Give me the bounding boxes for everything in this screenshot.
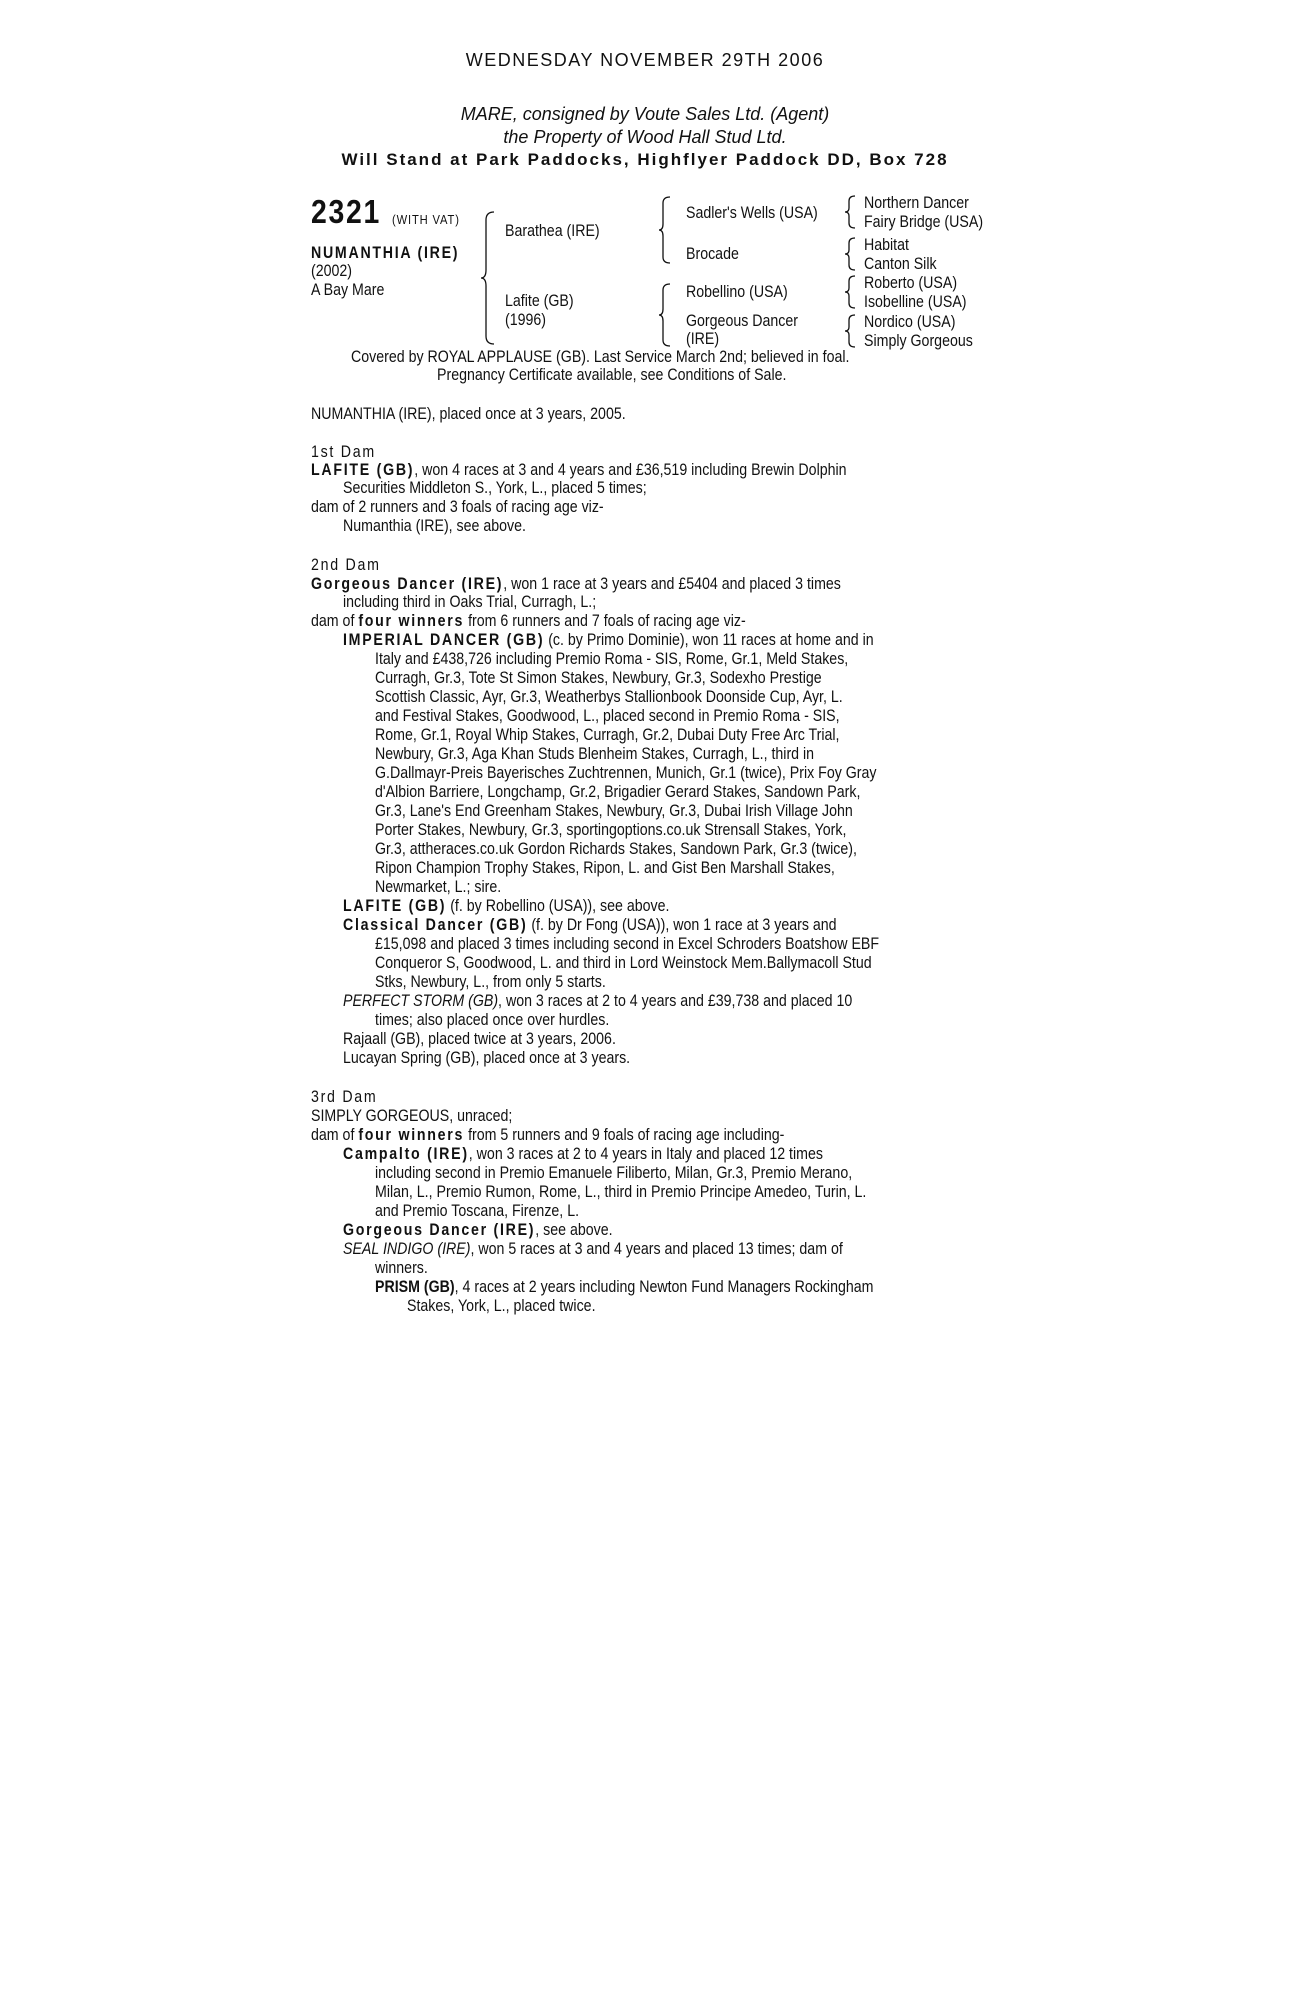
covered-line: Covered by ROYAL APPLAUSE (GB). Last Service March 2nd; believed in foal. [351, 348, 850, 366]
pedigree-sire-dam: Brocade [686, 245, 739, 263]
third-dam-line-1: SIMPLY GORGEOUS, unraced; [311, 1107, 513, 1125]
intro-line: NUMANTHIA (IRE), placed once at 3 years, 2005. [311, 405, 626, 423]
pedigree-gg-6: Isobelline (USA) [864, 293, 967, 311]
imperial-dancer-line-13: Ripon Champion Trophy Stakes, Ripon, L. and Gist Ben Marshall Stakes, [375, 859, 835, 877]
seal-indigo-line-1: SEAL INDIGO (IRE), won 5 races at 3 and 4 years and placed 13 times; dam of [343, 1240, 843, 1258]
pedigree-gg-2: Fairy Bridge (USA) [864, 213, 984, 231]
pedigree-dam: Lafite (GB) [505, 292, 574, 310]
sale-date: WEDNESDAY NOVEMBER 29TH 2006 [465, 50, 825, 70]
second-dam-heading: 2nd Dam [311, 556, 381, 574]
rajaall-entry: Rajaall (GB), placed twice at 3 years, 2006. [343, 1030, 616, 1048]
first-dam-line-4: Numanthia (IRE), see above. [343, 517, 526, 535]
consignor-line: MARE, consigned by Voute Sales Ltd. (Agent) [460, 104, 830, 124]
vat-note: (WITH VAT) [392, 212, 460, 227]
imperial-dancer-line-3: Curragh, Gr.3, Tote St Simon Stakes, Newbury, Gr.3, Sodexho Prestige [375, 669, 822, 687]
classical-dancer-line-1: Classical Dancer (GB) (f. by Dr Fong (USA)), won 1 race at 3 years and [343, 916, 837, 934]
pedigree-gg-8: Simply Gorgeous [864, 332, 973, 350]
horse-description: A Bay Mare [311, 281, 385, 299]
gorgeous-dancer-entry: Gorgeous Dancer (IRE), see above. [343, 1221, 613, 1239]
imperial-dancer-line-7: Newbury, Gr.3, Aga Khan Studs Blenheim Stakes, Curragh, L., third in [375, 745, 815, 763]
pregnancy-line: Pregnancy Certificate available, see Conditions of Sale. [437, 366, 787, 384]
foaling-year: (2002) [311, 262, 353, 280]
pedigree-dam-dam-suffix: (IRE) [686, 330, 720, 348]
imperial-dancer-line-10: Gr.3, Lane's End Greenham Stakes, Newbury, Gr.3, Dubai Irish Village John [375, 802, 853, 820]
classical-dancer-line-4: Stks, Newbury, L., from only 5 starts. [375, 973, 606, 991]
pedigree-brace-g2 [844, 236, 858, 272]
classical-dancer-line-3: Conqueror S, Goodwood, L. and third in Lord Weinstock Mem.Ballymacoll Stud [375, 954, 872, 972]
property-line: the Property of Wood Hall Stud Ltd. [503, 127, 787, 147]
imperial-dancer-line-1: IMPERIAL DANCER (GB) (c. by Primo Dominie), won 11 races at home and in [343, 631, 874, 649]
pedigree-gg-7: Nordico (USA) [864, 313, 956, 331]
campalto-line-3: Milan, L., Premio Rumon, Rome, L., third in Premio Principe Amedeo, Turin, L. [375, 1183, 867, 1201]
campalto-line-1: Campalto (IRE), won 3 races at 2 to 4 years in Italy and placed 12 times [343, 1145, 823, 1163]
imperial-dancer-line-11: Porter Stakes, Newbury, Gr.3, sportingoptions.co.uk Strensall Stakes, York, [375, 821, 847, 839]
pedigree-dam-dam: Gorgeous Dancer [686, 312, 799, 330]
pedigree-sire-sire: Sadler's Wells (USA) [686, 204, 818, 222]
pedigree-dam-sire: Robellino (USA) [686, 283, 788, 301]
classical-dancer-line-2: £15,098 and placed 3 times including second in Excel Schroders Boatshow EBF [375, 935, 880, 953]
first-dam-line-1: LAFITE (GB), won 4 races at 3 and 4 years and £36,519 including Brewin Dolphin [311, 461, 847, 479]
imperial-dancer-line-8: G.Dallmayr-Preis Bayerisches Zuchtrennen, Munich, Gr.1 (twice), Prix Foy Gray [375, 764, 877, 782]
second-dam-line-2: including third in Oaks Trial, Curragh, L.; [343, 593, 597, 611]
pedigree-brace-sire [658, 195, 674, 265]
prism-line-2: Stakes, York, L., placed twice. [407, 1297, 596, 1315]
pedigree-brace-dam [658, 282, 674, 348]
prism-line-1: PRISM (GB), 4 races at 2 years including Newton Fund Managers Rockingham [375, 1278, 874, 1296]
seal-indigo-line-2: winners. [375, 1259, 428, 1277]
horse-name: NUMANTHIA (IRE) [311, 244, 460, 262]
pedigree-gg-1: Northern Dancer [864, 194, 969, 212]
pedigree-gg-3: Habitat [864, 236, 909, 254]
imperial-dancer-line-14: Newmarket, L.; sire. [375, 878, 502, 896]
lot-number: 2321 [311, 193, 382, 230]
second-dam-line-3: dam of four winners from 6 runners and 7 foals of racing age viz- [311, 612, 746, 630]
imperial-dancer-line-5: and Festival Stakes, Goodwood, L., placed second in Premio Roma - SIS, [375, 707, 840, 725]
perfect-storm-line-2: times; also placed once over hurdles. [375, 1011, 610, 1029]
perfect-storm-line-1: PERFECT STORM (GB), won 3 races at 2 to 4 years and £39,738 and placed 10 [343, 992, 853, 1010]
pedigree-gg-5: Roberto (USA) [864, 274, 958, 292]
third-dam-line-2: dam of four winners from 5 runners and 9 foals of racing age including- [311, 1126, 785, 1144]
third-dam-heading: 3rd Dam [311, 1088, 378, 1106]
imperial-dancer-line-2: Italy and £438,726 including Premio Roma - SIS, Rome, Gr.1, Meld Stakes, [375, 650, 849, 668]
pedigree-brace-g3 [844, 274, 858, 310]
pedigree-brace-main [480, 210, 500, 346]
imperial-dancer-line-12: Gr.3, attheraces.co.uk Gordon Richards Stakes, Sandown Park, Gr.3 (twice), [375, 840, 857, 858]
pedigree-gg-4: Canton Silk [864, 255, 937, 273]
imperial-dancer-line-9: d'Albion Barriere, Longchamp, Gr.2, Brigadier Gerard Stakes, Sandown Park, [375, 783, 861, 801]
lucayan-spring-entry: Lucayan Spring (GB), placed once at 3 years. [343, 1049, 631, 1067]
first-dam-line-2: Securities Middleton S., York, L., placed 5 times; [343, 479, 647, 497]
stand-line: Will Stand at Park Paddocks, Highflyer Paddock DD, Box 728 [341, 150, 949, 169]
imperial-dancer-line-4: Scottish Classic, Ayr, Gr.3, Weatherbys Stallionbook Doonside Cup, Ayr, L. [375, 688, 843, 706]
pedigree-brace-g4 [844, 313, 858, 349]
second-dam-line-1: Gorgeous Dancer (IRE), won 1 race at 3 years and £5404 and placed 3 times [311, 575, 841, 593]
imperial-dancer-line-6: Rome, Gr.1, Royal Whip Stakes, Curragh, Gr.2, Dubai Duty Free Arc Trial, [375, 726, 840, 744]
pedigree-dam-year: (1996) [505, 311, 547, 329]
campalto-line-4: and Premio Toscana, Firenze, L. [375, 1202, 580, 1220]
pedigree-brace-g1 [844, 194, 858, 230]
first-dam-line-3: dam of 2 runners and 3 foals of racing age viz- [311, 498, 604, 516]
campalto-line-2: including second in Premio Emanuele Filiberto, Milan, Gr.3, Premio Merano, [375, 1164, 853, 1182]
first-dam-heading: 1st Dam [311, 443, 376, 461]
pedigree-sire: Barathea (IRE) [505, 222, 600, 240]
lafite-entry: LAFITE (GB) (f. by Robellino (USA)), see above. [343, 897, 670, 915]
